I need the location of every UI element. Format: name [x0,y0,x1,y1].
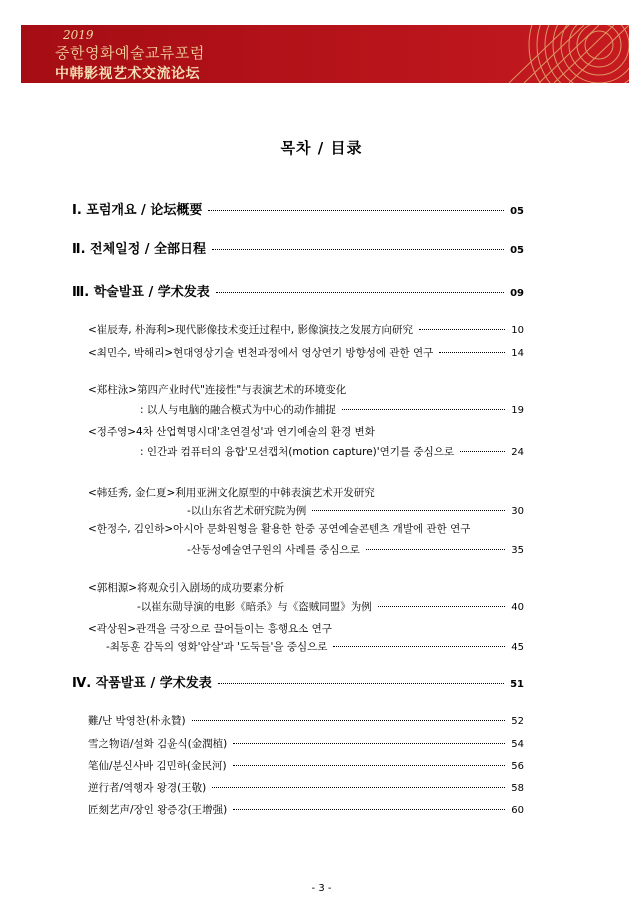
leader-dots [439,352,505,353]
leader-dots [233,743,505,744]
toc-entry-2 [88,345,524,360]
section-label: Ⅱ. 전체일정 / 全部日程 [72,242,207,257]
toc-entry-8 [106,639,524,654]
work-title: 逆行者/역행자 왕경(王敬) [88,782,207,794]
toc-work-5 [88,802,524,817]
page-number: 40 [511,602,524,613]
banner-pattern-icon [449,25,629,83]
entry-title: <崔辰寿, 朴海利>现代影像技术变迁过程中, 影像演技之发展方向研究 [88,324,413,336]
toc-entry-6-line1 [88,521,470,536]
leader-dots [192,720,506,721]
toc-entry-7 [137,599,524,614]
leader-dots [218,683,504,684]
page-number: 09 [510,288,524,299]
toc-entry-6 [187,542,524,557]
header-banner [21,25,629,83]
leader-dots [460,451,505,452]
page-number: 14 [511,348,524,359]
entry-subtitle: -최동훈 감독의 영화'암살'과 '도둑들'을 중심으로 [106,641,328,653]
section-label: Ⅳ. 작품발표 / 学术发表 [72,676,212,691]
page-number: 56 [511,761,524,772]
page-footer: - 3 - [311,883,332,894]
page-number: 30 [511,506,524,517]
banner-year: 2019 [63,28,94,42]
leader-dots [378,606,505,607]
toc-entry-1 [88,322,524,337]
entry-title: <郭相源>将观众引入剧场的成功要素分析 [88,582,285,594]
toc-work-1 [88,713,524,728]
entry-subtitle: -以崔东勋导演的电影《暗杀》与《盗贼同盟》为例 [137,601,372,613]
banner-korean-title: 중한영화예술교류포럼 [55,44,205,62]
leader-dots [342,409,505,410]
page-number: 52 [511,716,524,727]
leader-dots [333,646,505,647]
entry-subtitle: -산동성예술연구원의 사례를 중심으로 [187,544,360,556]
section-label: Ⅲ. 학술발표 / 学术发表 [72,285,210,300]
toc-section-2 [72,238,524,257]
page-number: 45 [511,642,524,653]
toc-entry-3-line1 [88,382,346,397]
toc-entry-5 [187,503,524,518]
toc-section-1 [72,199,524,218]
section-label: Ⅰ. 포럼개요 / 论坛概要 [72,203,203,218]
leader-dots [419,329,505,330]
page-number: 19 [511,405,524,416]
entry-title: <郑柱泳>第四产业时代"连接性"与表演艺术的环境变化 [88,384,347,396]
leader-dots [216,292,504,293]
toc-work-3 [88,758,524,773]
entry-title: <곽상원>관객을 극장으로 끌어들이는 흥행요소 연구 [88,623,332,635]
page-number: 10 [511,325,524,336]
toc-entry-7-line1 [88,580,284,595]
toc-entry-4 [140,444,524,459]
toc-entry-4-line1 [88,424,375,439]
page-number: 24 [511,447,524,458]
toc-title: 목차 / 目录 [280,139,363,157]
page-number: 58 [511,783,524,794]
work-title: 雪之物语/설화 김윤식(金潤植) [88,738,228,750]
toc-section-3 [72,281,524,300]
page-number: 54 [511,739,524,750]
toc-work-2 [88,736,524,751]
entry-title: <한정수, 김인하>아시아 문화원형을 활용한 한중 공연예술콘텐츠 개발에 관한 연구 [88,523,471,535]
page-number: 05 [510,245,524,256]
work-title: 難/난 박영찬(朴永贊) [88,715,186,727]
entry-subtitle: -以山东省艺术研究院为例 [187,505,307,517]
toc-entry-5-line1 [88,485,375,500]
entry-subtitle: : 인간과 컴퓨터의 융합'모션캡처(motion capture)'연기를 중심으로 [140,446,455,458]
entry-title: <정주영>4차 산업혁명시대'초연결성'과 연기예술의 환경 변화 [88,426,375,438]
banner-chinese-title: 中韩影视艺术交流论坛 [55,66,200,82]
leader-dots [233,765,506,766]
leader-dots [212,249,504,250]
leader-dots [312,510,505,511]
page-number: 35 [511,545,524,556]
toc-entry-8-line1 [88,621,332,636]
work-title: 匠刻艺声/장인 왕증강(王增强) [88,804,228,816]
toc-work-4 [88,780,524,795]
leader-dots [233,809,505,810]
leader-dots [366,549,506,550]
toc-section-4 [72,672,524,691]
page-number: 51 [510,679,524,690]
entry-title: <韩廷秀, 金仁夏>利用亚洲文化原型的中韩表演艺术开发研究 [88,487,375,499]
page-number: 60 [511,805,524,816]
entry-title: <최민수, 박해리>현대영상기술 변천과정에서 영상연기 방향성에 관한 연구 [88,347,434,359]
toc-entry-3 [140,402,524,417]
work-title: 笔仙/분신사바 김민하(金民河) [88,760,227,772]
entry-subtitle: : 以人与电脑的融合模式为中心的动作捕捉 [140,404,336,416]
leader-dots [212,787,505,788]
leader-dots [208,210,504,211]
page-number: 05 [510,206,524,217]
